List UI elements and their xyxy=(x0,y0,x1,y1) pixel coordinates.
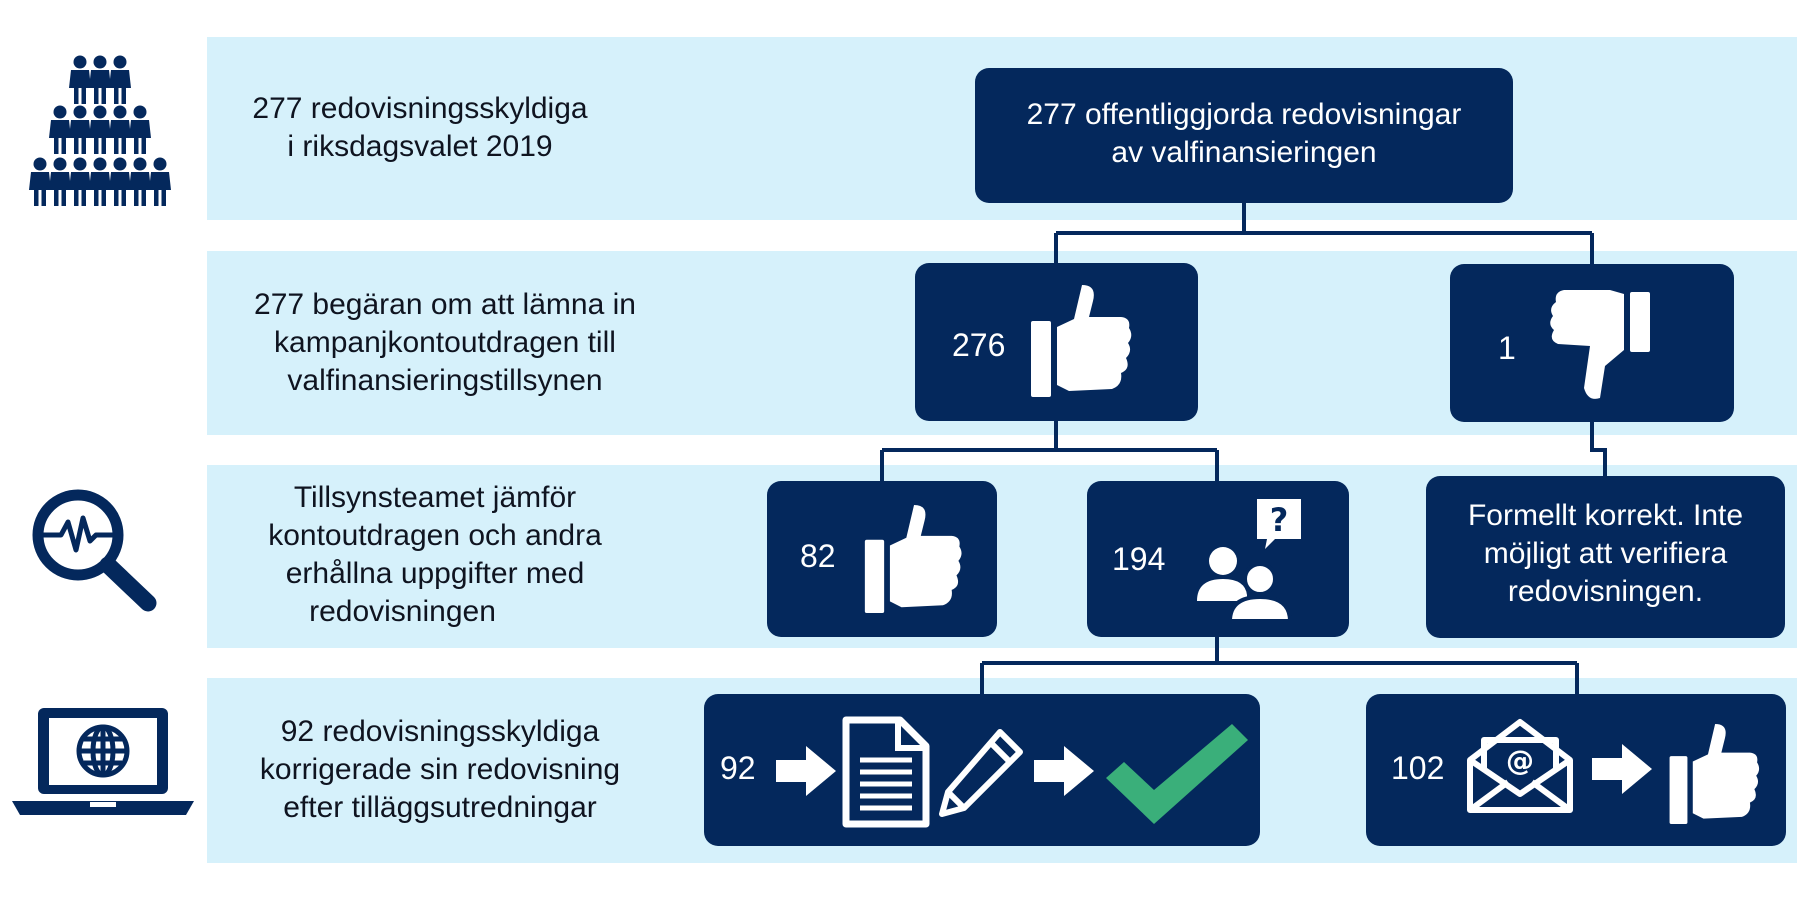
questioned-box xyxy=(1087,481,1349,637)
row-label-3: Tillsynsteamet jämför kontoutdragen och andra erhållna uppgifter med redovisningen xyxy=(268,481,602,628)
replied-count: 102 xyxy=(1391,750,1445,786)
row-label-4: 92 redovisningsskyldiga korrigerade sin redovisning efter tilläggsutredningar xyxy=(259,715,621,824)
arrow-right-icon xyxy=(1034,746,1094,796)
not-submitted-count: 1 xyxy=(1498,330,1516,366)
row-label-1: 277 redovisningsskyldiga i riksdagsvalet 2019 xyxy=(252,92,588,163)
corrected-box xyxy=(704,694,1260,846)
magnifier-pulse-icon xyxy=(28,485,158,615)
not-submitted-box xyxy=(1450,264,1734,422)
thumbs-up-icon xyxy=(1666,720,1766,828)
row-label-2: 277 begäran om att lämna in kampanjkontoutdragen till valfinansieringstillsynen xyxy=(254,288,636,397)
people-group-icon xyxy=(28,52,173,212)
published-reports-box: 277 offentliggjorda redovisningar av valfinansieringen xyxy=(975,68,1513,203)
laptop-globe-icon xyxy=(12,704,194,819)
checkmark-icon xyxy=(1102,722,1252,826)
corrected-count: 92 xyxy=(720,750,756,786)
thumbs-down-icon xyxy=(1542,288,1654,408)
submitted-box xyxy=(915,263,1198,421)
svg-text:@: @ xyxy=(1506,744,1534,777)
replied-box xyxy=(1366,694,1786,846)
email-icon xyxy=(1466,718,1574,814)
submitted-count: 276 xyxy=(952,327,1006,363)
questioned-count: 194 xyxy=(1112,541,1166,577)
thumbs-up-icon xyxy=(1027,281,1139,401)
document-icon xyxy=(842,716,930,828)
arrow-right-icon xyxy=(1592,744,1652,794)
pencil-icon xyxy=(934,726,1028,820)
matched-count: 82 xyxy=(800,538,836,574)
matched-box xyxy=(767,481,997,637)
formally-correct-box: Formellt korrekt. Inte möjligt att verifiera redovisningen. xyxy=(1426,476,1785,638)
svg-text:?: ? xyxy=(1269,501,1289,539)
thumbs-up-icon xyxy=(861,501,969,617)
people-question-icon xyxy=(1195,497,1305,623)
arrow-right-icon xyxy=(776,746,836,796)
